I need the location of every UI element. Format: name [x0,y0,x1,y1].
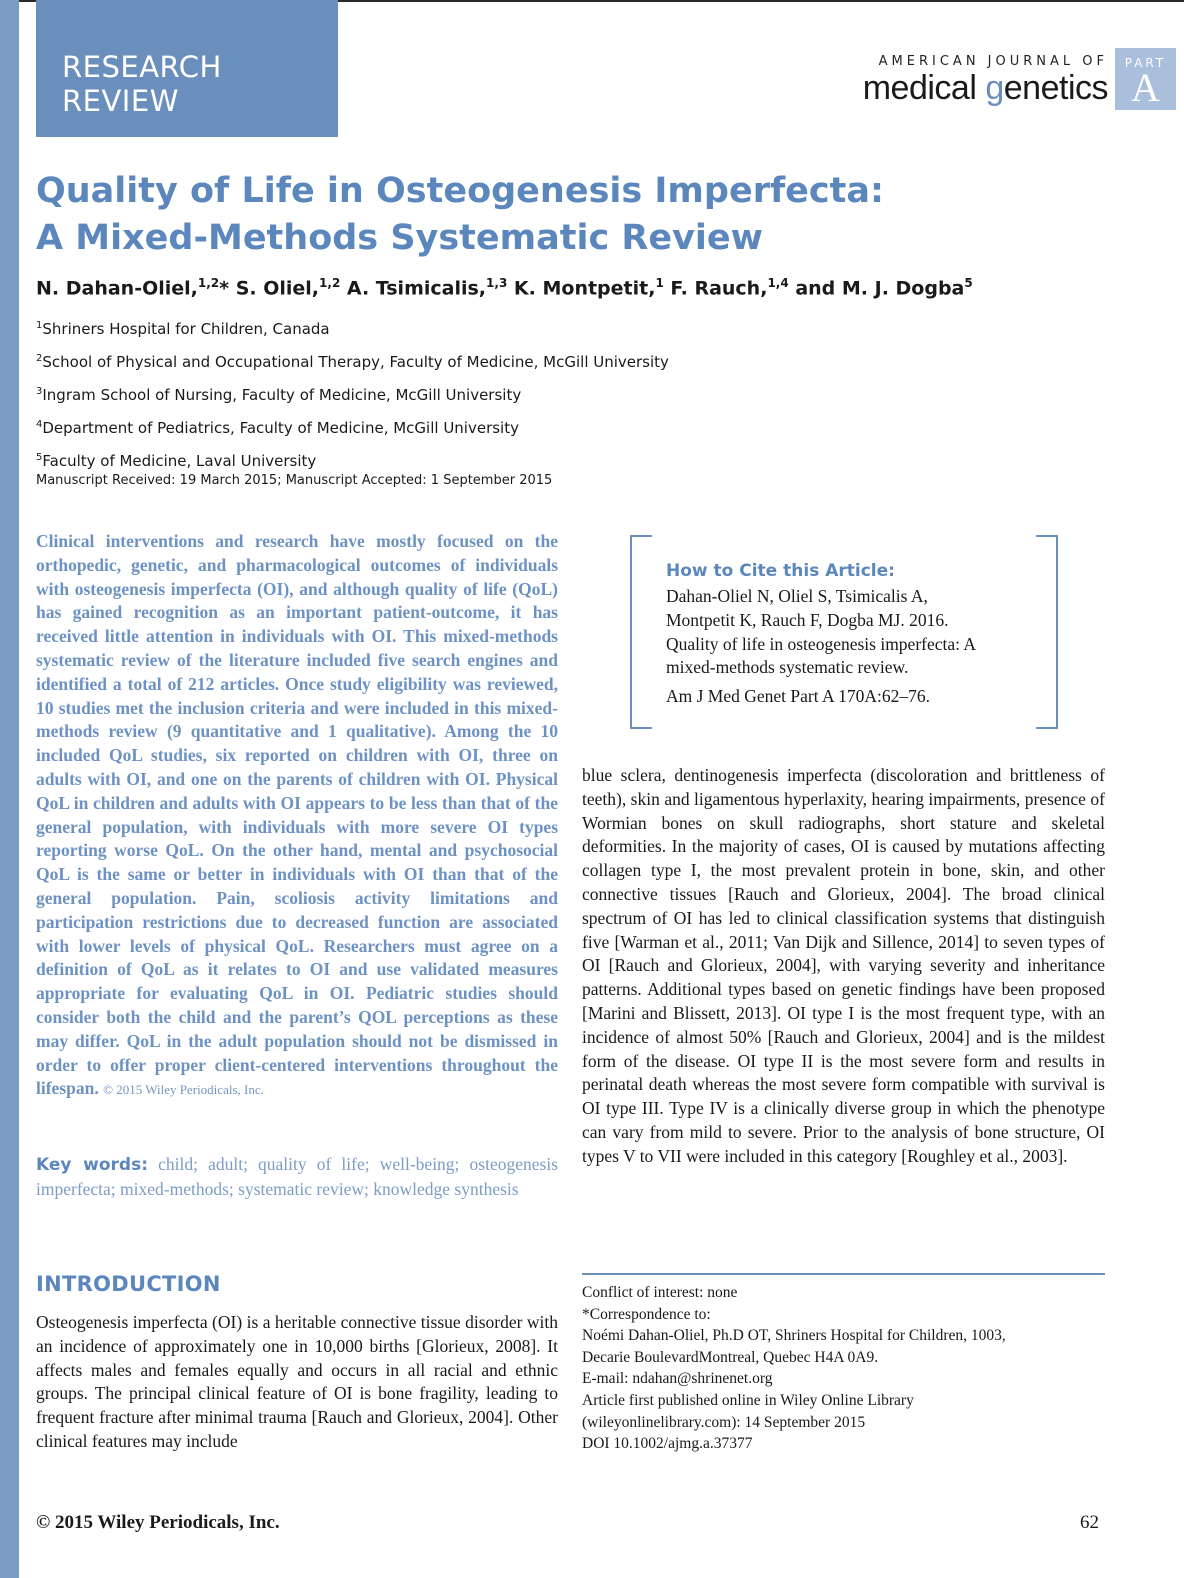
author-affil-sup: 1,2 [319,276,341,290]
author: S. Oliel, [235,277,320,300]
footnote [582,1282,1105,1455]
affiliation-number: 3 [36,386,43,397]
footnote-line: E-mail: ndahan@shrinenet.org [582,1370,773,1388]
part-letter: A [1131,65,1160,110]
affiliation [36,377,936,410]
journal-top-line: AMERICAN JOURNAL OF [878,54,1108,69]
footer-copyright: © 2015 Wiley Periodicals, Inc. [36,1512,280,1533]
footnote-line: *Correspondence to: [582,1305,711,1323]
affiliation [36,443,936,476]
title-line-2: A Mixed-Methods Systematic Review [36,218,763,258]
citation-source: Am J Med Genet Part A 170A:62–76. [666,686,930,706]
section-label: RESEARCH REVIEW [62,50,222,118]
author: N. Dahan-Oliel, [36,277,198,300]
author-affil-sup: 5 [964,276,973,290]
journal-name [863,71,1108,105]
manuscript-dates: Manuscript Received: 19 March 2015; Manuscript Accepted: 1 September 2015 [36,473,553,488]
part-label: PART [1124,56,1167,70]
part-badge [1115,48,1176,110]
author: F. Rauch, [670,277,768,300]
citation-line: Montpetit K, Rauch F, Dogba MJ. 2016. [666,609,949,630]
footnote-line: (wileyonlinelibrary.com): 14 September 2015 [582,1413,866,1431]
journal-name-a: medical [862,69,986,107]
affiliation-text: Faculty of Medicine, Laval University [42,452,317,470]
title-line-1: Quality of Life in Osteogenesis Imperfecta: [36,171,885,211]
affiliation-number: 5 [36,452,43,463]
affiliation-list [36,311,936,476]
citation-text [666,585,1046,680]
corresponding-mark: * [219,277,230,300]
author: A. Tsimicalis, [346,277,487,300]
abstract [36,530,558,1102]
citation-heading: How to Cite this Article: [666,561,895,581]
article-title [36,168,1036,262]
affiliation-number: 1 [36,320,43,331]
author-affil-sup: 1,3 [486,276,508,290]
citation-bracket-left [630,535,652,729]
keywords [36,1152,558,1201]
abstract-copyright: © 2015 Wiley Periodicals, Inc. [103,1082,264,1098]
author-affil-sup: 1,2 [197,276,220,290]
abstract-text: Clinical interventions and research have mostly focused on the orthopedic, genetic, and pharmacological outcomes of individuals with osteogenesis imperfecta (OI), and although quality of life (QoL) has gained recognition as an important patient-outcome, it has received little attention in individuals with OI. This mixed-methods systematic review of the literature included five search engines and identified a total of 212 articles. Once study eligibility was reviewed, 10 studies met the inclusion criteria and were included in this mixed-methods review (9 quantitative and 1 qualitative). Among the 10 included QoL studies, six reported on children with OI, three on adults with OI, and one on the parents of children with OI. Physical QoL in children and adults with OI appears to be less than that of the general population, with individuals with more severe OI types reporting worse QoL. On the other hand, mental and psychosocial QoL is the same or better in individuals with OI than that of the general population. Pain, scoliosis activity limitations and participation restrictions due to decreased function are associated with lower levels of physical QoL. Researchers must agree on a definition of QoL as it relates to OI and use validated measures appropriate for evaluating QoL in OI. Pediatric studies should consider both the child and the parent’s QOL perceptions as these may differ. QoL in the adult population should not be dismissed in order to offer proper client-centered interventions throughout the lifespan. [36,531,558,1099]
introduction-heading: INTRODUCTION [36,1272,221,1296]
citation-line: Dahan-Oliel N, Oliel S, Tsimicalis A, [666,586,928,606]
introduction-text: Osteogenesis imperfecta (OI) is a heritable connective tissue disorder with an incidence of approximately one in 10,000 births [Glorieux, 2008]. It affects males and females equally and occurs in all racial and ethnic groups. The principal clinical feature of OI is bone fragility, leading to frequent fracture after minimal trauma [Rauch and Glorieux, 2004]. Other clinical features may include [36,1312,558,1451]
keywords-text: child; adult; quality of life; well-being; osteogenesis imperfecta; mixed-methods; systematic review; knowledge synthesis [36,1154,558,1199]
journal-logo [863,54,1108,105]
author-affil-sup: 1,4 [767,276,789,290]
citation-box [630,535,1058,729]
section-label-box [36,0,338,137]
footnote-divider [582,1273,1105,1275]
affiliation-text: Ingram School of Nursing, Faculty of Medicine, McGill University [42,386,522,404]
affiliation [36,344,936,377]
author: and M. J. Dogba [795,277,965,300]
body-text-right-column: blue sclera, dentinogenesis imperfecta (discoloration and brittleness of teeth), skin and ligamentous hyperlaxity, hearing impairments, presence of Wormian bones on skull radiographs, short stature and skeletal deformities. In the majority of cases, OI is caused by mutations affecting collagen type I, the most prevalent protein in bone, skin, and other connective tissues [Rauch and Glorieux, 2004]. The broad clinical spectrum of OI has led to clinical classification systems that distinguish five [Warman et al., 2011; Van Dijk and Sillence, 2014] to seven types of OI [Rauch and Glorieux, 2004], with varying severity and inheritance patterns. Additional types based on genetic findings have been proposed [Marini and Blissett, 2013]. OI type I is the most frequent type, with an incidence of almost 50% [Rauch and Glorieux, 2004] and is the mildest form of the disease. OI type II is the most severe form and results in perinatal death whereas the most severe form compatible with survival is OI type III. Type IV is a clinically diverse group in which the phenotype can vary from mild to severe. Prior to the analysis of bone structure, OI types V to VII were included in this category [Roughley et al., 2003]. [582,765,1105,1166]
author: K. Montpetit, [513,277,656,300]
journal-name-b: enetics [1003,69,1108,107]
affiliation [36,410,936,443]
footnote-line: Noémi Dahan-Oliel, Ph.D OT, Shriners Hospital for Children, 1003, [582,1327,1006,1345]
affiliation-text: Shriners Hospital for Children, Canada [42,320,330,338]
footnote-line: Decarie BoulevardMontreal, Quebec H4A 0A9. [582,1348,879,1366]
footnote-line: Conflict of interest: none [582,1284,738,1301]
citation-line: mixed-methods systematic review. [666,657,909,678]
author-affil-sup: 1 [655,276,664,290]
affiliation-number: 4 [36,419,43,430]
citation-line: Quality of life in osteogenesis imperfecta: A [666,633,977,654]
affiliation-text: Department of Pediatrics, Faculty of Medicine, McGill University [42,419,519,437]
footnote-line: DOI 10.1002/ajmg.a.37377 [582,1435,753,1453]
affiliation-number: 2 [36,353,43,364]
affiliation [36,311,936,344]
author-list [36,276,1136,299]
footnote-line: Article first published online in Wiley Online Library [582,1391,914,1409]
affiliation-text: School of Physical and Occupational Therapy, Faculty of Medicine, McGill University [42,353,669,371]
keywords-label: Key words: [36,1155,148,1175]
journal-name-g: g [985,69,1004,107]
left-margin-bar [0,0,19,1578]
page-number: 62 [1080,1512,1099,1533]
